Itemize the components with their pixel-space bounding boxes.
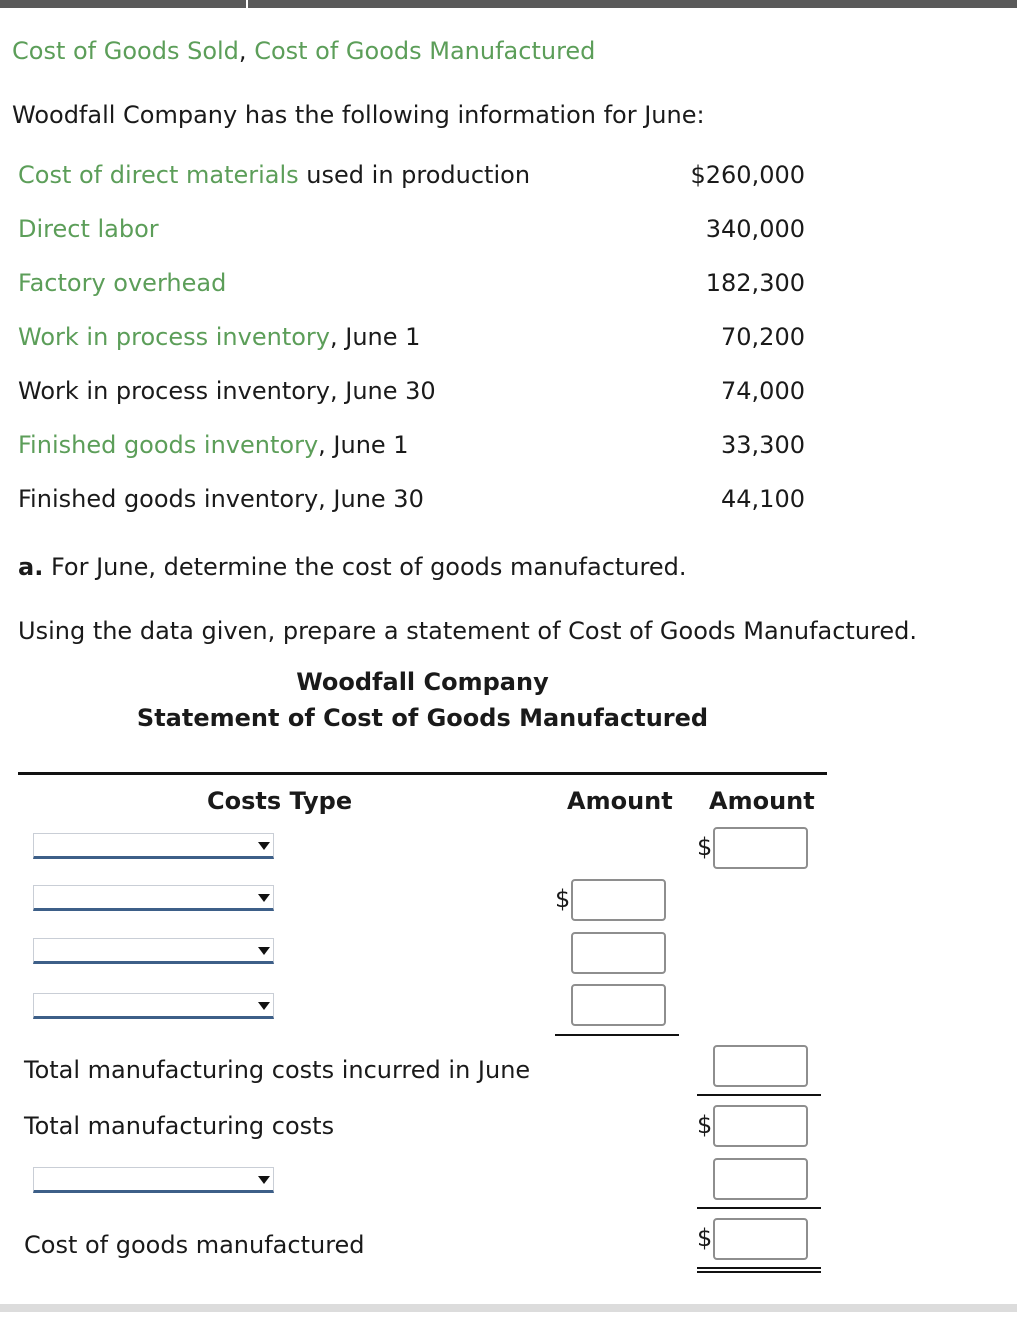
info-row-rest: Work in process inventory, June 30	[18, 377, 436, 405]
info-row-value: 33,300	[721, 431, 805, 459]
info-row-rest: , June 1	[330, 323, 421, 351]
col-header-amount-1: Amount	[567, 787, 673, 815]
info-row-value: 44,100	[721, 485, 805, 513]
double-rule-top	[697, 1267, 821, 1269]
dollar-sign: $	[697, 833, 713, 861]
total-incurred-rule	[697, 1094, 821, 1096]
info-row-value: 340,000	[705, 215, 805, 243]
table-top-rule	[18, 772, 827, 775]
chevron-down-icon	[258, 1002, 270, 1010]
top-bar	[0, 0, 1017, 8]
info-row-label	[18, 431, 409, 459]
glossary-term-direct-labor[interactable]: Direct labor	[18, 215, 159, 243]
info-row-rest: used in production	[298, 161, 531, 189]
info-row-rest: Finished goods inventory, June 30	[18, 485, 424, 513]
info-row-value: 70,200	[721, 323, 805, 351]
subtotal-rule	[555, 1034, 679, 1036]
chevron-down-icon	[258, 1176, 270, 1184]
double-rule-bottom	[697, 1271, 821, 1273]
info-row-label	[18, 485, 424, 513]
glossary-term-finished-goods[interactable]: Finished goods inventory	[18, 431, 319, 459]
info-row-label	[18, 377, 436, 405]
question-a-prefix: a.	[18, 553, 44, 581]
amount-input[interactable]	[571, 984, 666, 1026]
statement-title: Statement of Cost of Goods Manufactured	[136, 704, 709, 732]
glossary-term-wip-inventory[interactable]: Work in process inventory	[18, 323, 330, 351]
amount-input[interactable]	[713, 1045, 808, 1087]
total-costs-label: Total manufacturing costs	[24, 1112, 335, 1140]
amount-input[interactable]	[713, 1218, 808, 1260]
bottom-bar	[0, 1304, 1017, 1312]
glossary-term-factory-overhead[interactable]: Factory overhead	[18, 269, 227, 297]
costs-type-select[interactable]	[33, 885, 274, 911]
instruction-text: Using the data given, prepare a statement of Cost of Goods Manufactured.	[18, 617, 918, 645]
info-row-label	[18, 161, 530, 189]
page-title	[12, 37, 595, 65]
costs-type-select[interactable]	[33, 833, 274, 859]
costs-type-select[interactable]	[33, 993, 274, 1019]
costs-type-select[interactable]	[33, 1167, 274, 1193]
amount-input[interactable]	[571, 932, 666, 974]
total-incurred-label: Total manufacturing costs incurred in June	[24, 1056, 531, 1084]
dollar-sign: $	[555, 885, 571, 913]
question-a	[18, 553, 686, 581]
chevron-down-icon	[258, 842, 270, 850]
amount-input[interactable]	[713, 1158, 808, 1200]
title-comma: ,	[238, 37, 247, 65]
cogm-label: Cost of goods manufactured	[24, 1231, 365, 1259]
top-bar-notch	[246, 0, 248, 8]
info-row-label	[18, 215, 159, 243]
question-a-text: For June, determine the cost of goods manufactured.	[43, 553, 687, 581]
info-row-label	[18, 323, 420, 351]
chevron-down-icon	[258, 894, 270, 902]
intro-text: Woodfall Company has the following information for June:	[12, 101, 705, 129]
info-row-value: 74,000	[721, 377, 805, 405]
cogm-link[interactable]: Cost of Goods Manufactured	[254, 37, 596, 65]
dollar-sign: $	[697, 1111, 713, 1139]
less-rule	[697, 1207, 821, 1209]
statement-company: Woodfall Company	[296, 668, 549, 696]
dollar-sign: $	[697, 1224, 713, 1252]
info-row-label	[18, 269, 226, 297]
info-row-value: $260,000	[690, 161, 805, 189]
costs-type-select[interactable]	[33, 938, 274, 964]
amount-input[interactable]	[713, 827, 808, 869]
col-header-amount-2: Amount	[709, 787, 815, 815]
info-row-rest: , June 1	[318, 431, 409, 459]
chevron-down-icon	[258, 947, 270, 955]
amount-input[interactable]	[571, 879, 666, 921]
amount-input[interactable]	[713, 1105, 808, 1147]
cogs-link[interactable]: Cost of Goods Sold	[12, 37, 239, 65]
col-header-costs-type: Costs Type	[207, 787, 353, 815]
glossary-term-direct-materials[interactable]: Cost of direct materials	[18, 161, 299, 189]
info-row-value: 182,300	[705, 269, 805, 297]
